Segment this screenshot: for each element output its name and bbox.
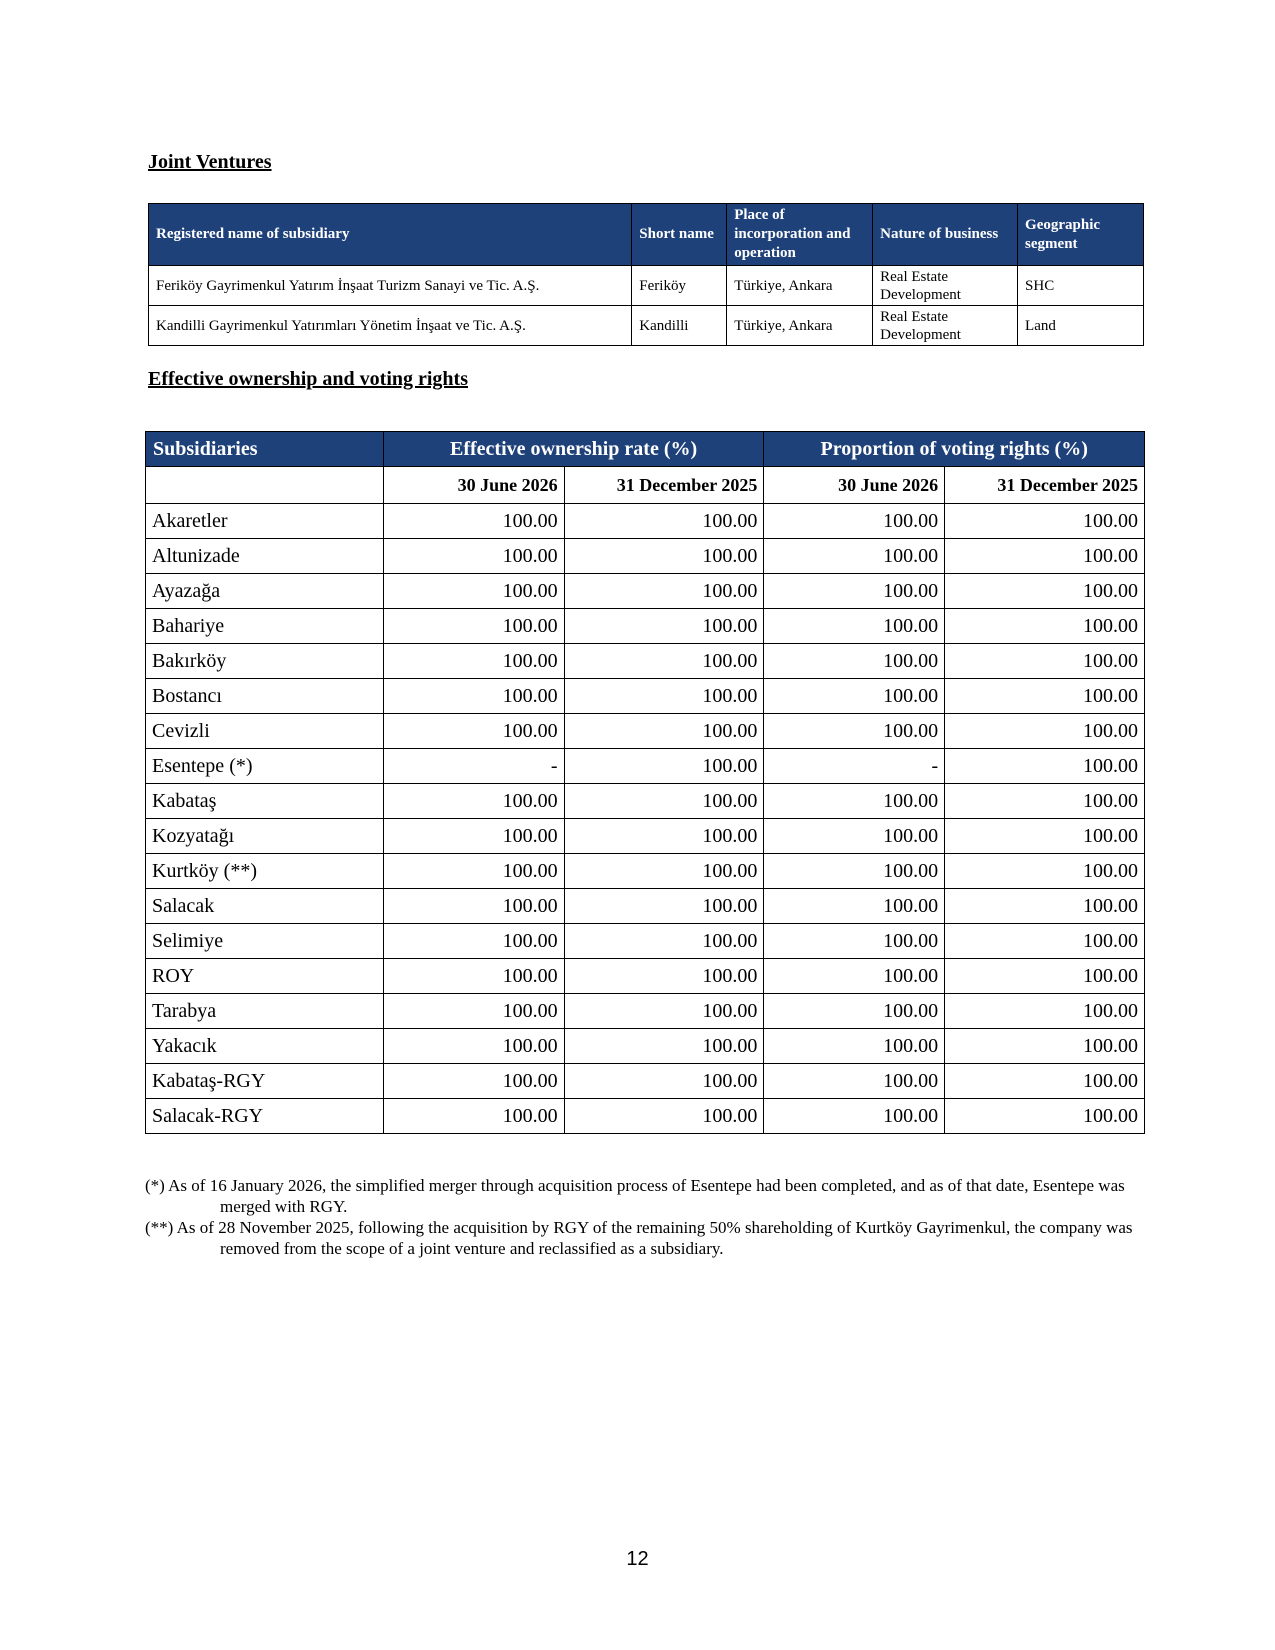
subsidiary-name-cell: Tarabya	[146, 994, 384, 1029]
voting-current-cell: 100.00	[764, 854, 945, 889]
business-cell: Real Estate Development	[873, 306, 1018, 346]
subsidiary-name-cell: Selimiye	[146, 924, 384, 959]
ownership-current-cell: 100.00	[383, 539, 564, 574]
subsidiary-name-cell: Kabataş	[146, 784, 384, 819]
ownership-current-cell: 100.00	[383, 819, 564, 854]
date-header-blank	[146, 467, 384, 504]
table-row	[146, 1029, 1145, 1064]
ownership-current-cell: 100.00	[383, 574, 564, 609]
ownership-prior-cell: 100.00	[564, 644, 764, 679]
ownership-current-cell: 100.00	[383, 609, 564, 644]
header-place-of-incorporation: Place of incorporation and operation	[727, 204, 873, 266]
ownership-prior-cell: 100.00	[564, 574, 764, 609]
business-cell: Real Estate Development	[873, 266, 1018, 306]
voting-prior-cell: 100.00	[945, 784, 1145, 819]
ownership-prior-cell: 100.00	[564, 854, 764, 889]
ownership-current-cell: 100.00	[383, 644, 564, 679]
header-nature-of-business: Nature of business	[873, 204, 1018, 266]
header-geographic-segment: Geographic segment	[1018, 204, 1144, 266]
voting-current-cell: 100.00	[764, 994, 945, 1029]
subsidiary-name-cell: Ayazağa	[146, 574, 384, 609]
voting-current-cell: 100.00	[764, 889, 945, 924]
header-registered-name: Registered name of subsidiary	[149, 204, 632, 266]
table-row	[146, 1064, 1145, 1099]
ownership-current-cell: 100.00	[383, 1029, 564, 1064]
place-cell: Türkiye, Ankara	[727, 266, 873, 306]
subsidiary-name-cell: Cevizli	[146, 714, 384, 749]
ownership-current-cell: -	[383, 749, 564, 784]
ownership-current-cell: 100.00	[383, 889, 564, 924]
voting-prior-cell: 100.00	[945, 959, 1145, 994]
ownership-prior-cell: 100.00	[564, 679, 764, 714]
voting-prior-cell: 100.00	[945, 994, 1145, 1029]
header-subsidiaries: Subsidiaries	[146, 432, 384, 467]
subsidiary-name-cell: Esentepe (*)	[146, 749, 384, 784]
header-short-name: Short name	[632, 204, 727, 266]
voting-current-cell: 100.00	[764, 1099, 945, 1134]
voting-current-cell: 100.00	[764, 819, 945, 854]
ownership-prior-cell: 100.00	[564, 1029, 764, 1064]
ownership-prior-cell: 100.00	[564, 504, 764, 539]
header-ownership-rate: Effective ownership rate (%)	[383, 432, 764, 467]
table-row	[146, 784, 1145, 819]
table-row	[146, 644, 1145, 679]
ownership-prior-cell: 100.00	[564, 749, 764, 784]
subsidiary-name-cell: Salacak	[146, 889, 384, 924]
voting-prior-cell: 100.00	[945, 504, 1145, 539]
ownership-current-cell: 100.00	[383, 854, 564, 889]
ownership-prior-cell: 100.00	[564, 539, 764, 574]
voting-prior-cell: 100.00	[945, 679, 1145, 714]
voting-current-cell: 100.00	[764, 574, 945, 609]
table-row	[146, 574, 1145, 609]
ownership-current-cell: 100.00	[383, 714, 564, 749]
registered-name-cell: Kandilli Gayrimenkul Yatırımları Yönetim İnşaat ve Tic. A.Ş.	[149, 306, 632, 346]
ownership-title: Effective ownership and voting rights	[148, 368, 468, 390]
voting-current-cell: 100.00	[764, 714, 945, 749]
subsidiary-name-cell: ROY	[146, 959, 384, 994]
voting-current-cell: 100.00	[764, 644, 945, 679]
date-header-ownership-prior: 31 December 2025	[564, 467, 764, 504]
ownership-current-cell: 100.00	[383, 504, 564, 539]
joint-ventures-header-row	[149, 204, 1144, 266]
voting-prior-cell: 100.00	[945, 889, 1145, 924]
date-header-ownership-current: 30 June 2026	[383, 467, 564, 504]
voting-prior-cell: 100.00	[945, 749, 1145, 784]
subsidiary-name-cell: Akaretler	[146, 504, 384, 539]
voting-current-cell: 100.00	[764, 504, 945, 539]
joint-ventures-title: Joint Ventures	[148, 151, 272, 173]
short-name-cell: Feriköy	[632, 266, 727, 306]
subsidiary-name-cell: Yakacık	[146, 1029, 384, 1064]
voting-prior-cell: 100.00	[945, 854, 1145, 889]
short-name-cell: Kandilli	[632, 306, 727, 346]
table-row	[146, 924, 1145, 959]
voting-prior-cell: 100.00	[945, 819, 1145, 854]
ownership-table	[145, 431, 1145, 1134]
voting-current-cell: 100.00	[764, 959, 945, 994]
table-row	[146, 889, 1145, 924]
subsidiary-name-cell: Bakırköy	[146, 644, 384, 679]
footnotes	[145, 1175, 1135, 1259]
segment-cell: Land	[1018, 306, 1144, 346]
ownership-current-cell: 100.00	[383, 994, 564, 1029]
voting-current-cell: 100.00	[764, 924, 945, 959]
ownership-prior-cell: 100.00	[564, 1099, 764, 1134]
voting-prior-cell: 100.00	[945, 714, 1145, 749]
voting-prior-cell: 100.00	[945, 609, 1145, 644]
table-row	[146, 854, 1145, 889]
ownership-prior-cell: 100.00	[564, 959, 764, 994]
table-row	[146, 959, 1145, 994]
voting-prior-cell: 100.00	[945, 574, 1145, 609]
table-row	[146, 994, 1145, 1029]
ownership-current-cell: 100.00	[383, 1064, 564, 1099]
footnote-esentepe: (*) As of 16 January 2026, the simplified merger through acquisition process of Esentepe had been completed, and as of that date, Esentepe was merged with RGY.	[145, 1176, 1125, 1216]
subsidiary-name-cell: Kurtköy (**)	[146, 854, 384, 889]
voting-current-cell: 100.00	[764, 679, 945, 714]
table-row	[146, 819, 1145, 854]
voting-current-cell: 100.00	[764, 539, 945, 574]
subsidiary-name-cell: Salacak-RGY	[146, 1099, 384, 1134]
ownership-current-cell: 100.00	[383, 679, 564, 714]
date-header-voting-prior: 31 December 2025	[945, 467, 1145, 504]
subsidiary-name-cell: Bostancı	[146, 679, 384, 714]
ownership-current-cell: 100.00	[383, 784, 564, 819]
voting-prior-cell: 100.00	[945, 1099, 1145, 1134]
ownership-prior-cell: 100.00	[564, 609, 764, 644]
ownership-prior-cell: 100.00	[564, 1064, 764, 1099]
header-voting-rights: Proportion of voting rights (%)	[764, 432, 1145, 467]
table-row	[146, 679, 1145, 714]
table-row	[146, 539, 1145, 574]
page-number: 12	[626, 1548, 649, 1570]
date-header-voting-current: 30 June 2026	[764, 467, 945, 504]
ownership-prior-cell: 100.00	[564, 889, 764, 924]
voting-current-cell: 100.00	[764, 1064, 945, 1099]
ownership-prior-cell: 100.00	[564, 714, 764, 749]
footnote-kurtkoy: (**) As of 28 November 2025, following the acquisition by RGY of the remaining 50% shareholding of Kurtköy Gayrimenkul, the company was removed from the scope of a joint venture and reclassified as a subsidiary.	[145, 1218, 1133, 1258]
voting-current-cell: 100.00	[764, 1029, 945, 1064]
ownership-prior-cell: 100.00	[564, 924, 764, 959]
table-row	[146, 714, 1145, 749]
voting-prior-cell: 100.00	[945, 1064, 1145, 1099]
ownership-prior-cell: 100.00	[564, 784, 764, 819]
table-row	[146, 749, 1145, 784]
subsidiary-name-cell: Altunizade	[146, 539, 384, 574]
voting-prior-cell: 100.00	[945, 539, 1145, 574]
subsidiary-name-cell: Kabataş-RGY	[146, 1064, 384, 1099]
subsidiary-name-cell: Kozyatağı	[146, 819, 384, 854]
place-cell: Türkiye, Ankara	[727, 306, 873, 346]
ownership-current-cell: 100.00	[383, 959, 564, 994]
table-row	[146, 609, 1145, 644]
voting-prior-cell: 100.00	[945, 1029, 1145, 1064]
segment-cell: SHC	[1018, 266, 1144, 306]
ownership-table-body	[146, 504, 1145, 1134]
voting-prior-cell: 100.00	[945, 644, 1145, 679]
joint-ventures-table	[148, 203, 1144, 346]
voting-prior-cell: 100.00	[945, 924, 1145, 959]
voting-current-cell: -	[764, 749, 945, 784]
ownership-current-cell: 100.00	[383, 1099, 564, 1134]
ownership-prior-cell: 100.00	[564, 819, 764, 854]
subsidiary-name-cell: Bahariye	[146, 609, 384, 644]
voting-current-cell: 100.00	[764, 784, 945, 819]
ownership-prior-cell: 100.00	[564, 994, 764, 1029]
ownership-header-row	[146, 432, 1145, 467]
ownership-current-cell: 100.00	[383, 924, 564, 959]
ownership-date-row	[146, 467, 1145, 504]
voting-current-cell: 100.00	[764, 609, 945, 644]
table-row	[146, 1099, 1145, 1134]
table-row	[149, 266, 1144, 306]
table-row	[149, 306, 1144, 346]
table-row	[146, 504, 1145, 539]
registered-name-cell: Feriköy Gayrimenkul Yatırım İnşaat Turizm Sanayi ve Tic. A.Ş.	[149, 266, 632, 306]
